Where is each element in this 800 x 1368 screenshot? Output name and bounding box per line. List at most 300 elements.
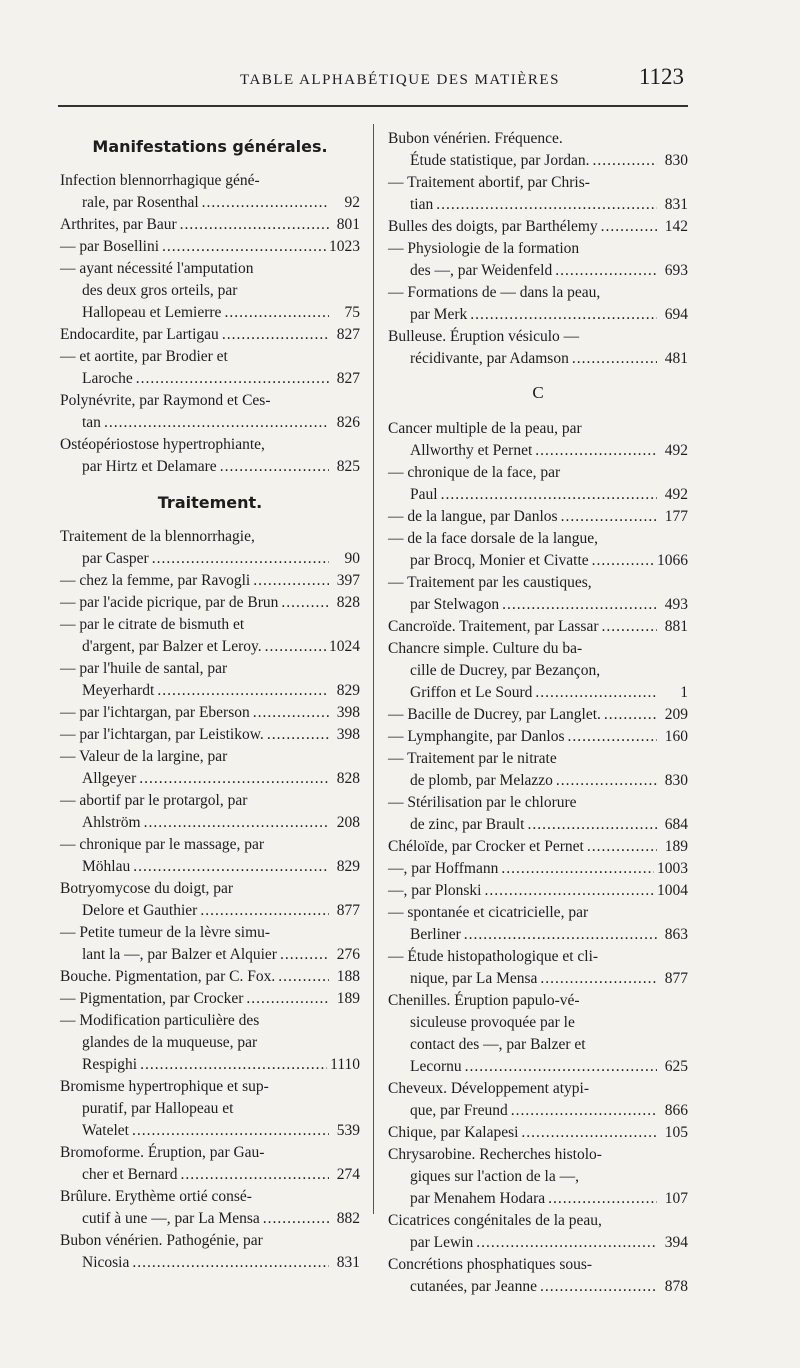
page-ref: 828: [336, 770, 360, 787]
index-entry-line: [388, 924, 688, 946]
entry-text: par Brocq, Monier et Civatte: [410, 552, 589, 569]
page-ref: 75: [344, 304, 360, 321]
index-entry-line: [60, 390, 360, 412]
entry-text: Lecornu: [410, 1058, 462, 1075]
dot-leader: [157, 680, 329, 702]
entry-text: lant la —, par Balzer et Alquier: [82, 946, 277, 963]
index-entry: [388, 528, 688, 572]
entry-text: — Petite tumeur de la lèvre simu-: [60, 924, 271, 941]
page-ref: 882: [336, 1210, 360, 1227]
index-entry-line: [388, 1034, 688, 1056]
page-ref: 831: [664, 196, 688, 213]
index-entry-line: [60, 922, 360, 944]
index-entry-line: [60, 526, 360, 548]
page-ref: 829: [336, 682, 360, 699]
dot-leader: [222, 324, 329, 346]
b-entry-list: [388, 128, 688, 370]
entry-text: — par l'ichtargan, par Eberson: [60, 704, 250, 721]
dot-leader: [246, 988, 329, 1010]
entry-text: — abortif par le protargol, par: [60, 792, 248, 809]
page-ref: 1023: [329, 238, 360, 255]
entry-text: — par l'acide picrique, par de Brun: [60, 594, 279, 611]
entry-text: Bubon vénérien. Fréquence.: [388, 130, 563, 147]
dot-leader: [180, 214, 329, 236]
index-entry: [60, 922, 360, 966]
entry-text: Chancre simple. Culture du ba-: [388, 640, 583, 657]
index-entry: [60, 346, 360, 390]
page-ref: 276: [336, 946, 360, 963]
index-entry: [388, 1210, 688, 1254]
dot-leader: [593, 150, 658, 172]
index-entry: [60, 1010, 360, 1076]
index-entry-line: [388, 172, 688, 194]
index-entry-line: [388, 282, 688, 304]
index-entry-line: [388, 792, 688, 814]
index-entry: [388, 326, 688, 370]
index-entry: [60, 236, 360, 258]
page-ref: 397: [336, 572, 360, 589]
index-entry-line: [388, 260, 688, 282]
dot-leader: [139, 768, 329, 790]
index-entry: [388, 726, 688, 748]
index-entry-line: [60, 192, 360, 214]
entry-text: Chenilles. Éruption papulo-vé-: [388, 992, 580, 1009]
index-entry-line: [388, 990, 688, 1012]
page-ref: 684: [664, 816, 688, 833]
entry-text: —, par Hoffmann: [388, 860, 499, 877]
index-entry-line: [388, 1078, 688, 1100]
index-entry-line: [60, 724, 360, 746]
index-entry-line: [388, 748, 688, 770]
page-ref: 877: [336, 902, 360, 919]
page-ref: 142: [664, 218, 688, 235]
page-ref: 827: [336, 326, 360, 343]
index-entry-line: [60, 1120, 360, 1142]
page-ref: 105: [664, 1124, 688, 1141]
dot-leader: [501, 858, 654, 880]
entry-text: Ahlström: [82, 814, 141, 831]
index-entry-line: [388, 572, 688, 594]
entry-text: — chez la femme, par Ravogli: [60, 572, 251, 589]
dot-leader: [436, 194, 657, 216]
entry-text: glandes de la muqueuse, par: [82, 1034, 258, 1051]
page-number: 1123: [638, 64, 684, 89]
entry-text: Delore et Gauthier: [82, 902, 198, 919]
index-entry: [60, 258, 360, 324]
entry-text: — spontanée et cicatricielle, par: [388, 904, 589, 921]
entry-text: Bulleuse. Éruption vésiculo —: [388, 328, 580, 345]
index-entry-line: [60, 1054, 360, 1076]
index-entry-line: [60, 1208, 360, 1230]
index-entry-line: [60, 434, 360, 456]
entry-text: — par le citrate de bismuth et: [60, 616, 245, 633]
entry-text: Cancer multiple de la peau, par: [388, 420, 582, 437]
dot-leader: [162, 236, 326, 258]
index-entry: [60, 614, 360, 658]
column-divider: [373, 124, 374, 1214]
index-entry-line: [388, 216, 688, 238]
index-entry: [60, 878, 360, 922]
header-rule: [58, 105, 688, 107]
page-ref: 90: [344, 550, 360, 567]
index-entry-line: [60, 702, 360, 724]
dot-leader: [267, 724, 329, 746]
dot-leader: [561, 506, 657, 528]
entry-text: que, par Freund: [410, 1102, 508, 1119]
page-ref: 881: [664, 618, 688, 635]
section-letter-c: C: [532, 383, 544, 402]
index-entry: [60, 746, 360, 790]
page-ref: 107: [664, 1190, 688, 1207]
entry-text: — chronique par le massage, par: [60, 836, 265, 853]
dot-leader: [281, 592, 329, 614]
entry-text: par Stelwagon: [410, 596, 500, 613]
entry-text: par Lewin: [410, 1234, 474, 1251]
index-entry: [60, 390, 360, 434]
index-entry-line: [60, 988, 360, 1010]
entry-text: Étude statistique, par Jordan.: [410, 152, 590, 169]
index-entry-line: [388, 1232, 688, 1254]
entry-text: siculeuse provoquée par le: [410, 1014, 575, 1031]
index-entry-line: [388, 836, 688, 858]
index-entry-line: [60, 900, 360, 922]
entry-text: Nicosia: [82, 1254, 130, 1271]
index-entry-line: [60, 1142, 360, 1164]
right-column: [388, 128, 688, 1298]
entry-text: — Stérilisation par le chlorure: [388, 794, 577, 811]
index-entry-line: [388, 1144, 688, 1166]
entry-text: — par Bosellini: [60, 238, 160, 255]
index-entry: [388, 946, 688, 990]
index-entry-line: [60, 258, 360, 280]
index-entry: [60, 570, 360, 592]
index-entry-line: [388, 150, 688, 172]
index-entry: [388, 748, 688, 792]
page-ref: 1004: [657, 882, 688, 899]
dot-leader: [265, 636, 326, 658]
page-ref: 208: [336, 814, 360, 831]
page-ref: 866: [664, 1102, 688, 1119]
index-entry: [388, 616, 688, 638]
index-entry-line: [388, 528, 688, 550]
index-entry-line: [388, 1254, 688, 1276]
index-entry-line: [60, 1186, 360, 1208]
entry-text: des —, par Weidenfeld: [410, 262, 553, 279]
dot-leader: [132, 1252, 329, 1274]
entry-text: puratif, par Hallopeau et: [82, 1100, 234, 1117]
index-entry-line: [388, 462, 688, 484]
entry-text: Hallopeau et Lemierre: [82, 304, 222, 321]
entry-text: Bubon vénérien. Pathogénie, par: [60, 1232, 263, 1249]
entry-text: Concrétions phosphatiques sous-: [388, 1256, 593, 1273]
entry-text: — Valeur de la larginе, par: [60, 748, 228, 765]
entry-text: Cancroïde. Traitement, par Lassar: [388, 618, 599, 635]
entry-text: — Traitement par les caustiques,: [388, 574, 592, 591]
dot-leader: [441, 484, 657, 506]
dot-leader: [548, 1188, 657, 1210]
page-ref: 1024: [329, 638, 360, 655]
entry-text: nique, par La Mensa: [410, 970, 538, 987]
index-entry-line: [60, 456, 360, 478]
dot-leader: [200, 900, 329, 922]
index-entry: [388, 880, 688, 902]
index-entry-line: [388, 660, 688, 682]
entry-text: Bulles des doigts, par Barthélemy: [388, 218, 598, 235]
index-entry: [388, 858, 688, 880]
dot-leader: [465, 1056, 657, 1078]
dot-leader: [601, 616, 657, 638]
entry-text: Cheveux. Développement atypi-: [388, 1080, 590, 1097]
index-entry: [388, 638, 688, 704]
index-entry-line: [60, 236, 360, 258]
index-entry-line: [388, 726, 688, 748]
index-entry: [60, 592, 360, 614]
index-entry-line: [60, 834, 360, 856]
index-entry-line: [60, 368, 360, 390]
index-entry: [60, 988, 360, 1010]
page-ref: 481: [664, 350, 688, 367]
dot-leader: [224, 302, 329, 324]
index-entry-line: [388, 1012, 688, 1034]
entry-text: par Hirtz et Delamare: [82, 458, 217, 475]
page-ref: 398: [336, 726, 360, 743]
index-entry-line: [60, 214, 360, 236]
index-entry-line: [60, 570, 360, 592]
page-ref: 877: [664, 970, 688, 987]
index-entry-line: [60, 878, 360, 900]
page-ref: 398: [336, 704, 360, 721]
index-entry-line: [60, 592, 360, 614]
index-entry-line: [60, 1230, 360, 1252]
page-ref: 493: [664, 596, 688, 613]
index-entry: [388, 238, 688, 282]
dot-leader: [470, 304, 657, 326]
index-entry-line: [60, 658, 360, 680]
entry-text: — Pigmentation, par Crocker: [60, 990, 244, 1007]
index-entry: [60, 1186, 360, 1230]
entry-text: de zinc, par Brault: [410, 816, 525, 833]
index-entry: [388, 990, 688, 1078]
entry-text: Griffon et Le Sourd: [410, 684, 533, 701]
index-entry: [388, 172, 688, 216]
entry-text: —, par Plonski: [388, 882, 482, 899]
entry-text: — Physiologie de la formation: [388, 240, 580, 257]
index-entry-line: [388, 770, 688, 792]
index-entry-line: [388, 1188, 688, 1210]
entry-text: par Menahem Hodara: [410, 1190, 546, 1207]
index-entry: [388, 282, 688, 326]
dot-leader: [535, 682, 657, 704]
index-entry-line: [388, 1210, 688, 1232]
index-entry-line: [60, 812, 360, 834]
dot-leader: [133, 856, 329, 878]
index-entry-line: [388, 1100, 688, 1122]
page-ref: 828: [336, 594, 360, 611]
index-entry-line: [60, 302, 360, 324]
index-entry: [60, 1076, 360, 1142]
index-entry-line: [388, 638, 688, 660]
index-entry-line: [388, 238, 688, 260]
index-entry-line: [388, 418, 688, 440]
entry-text: Brûlure. Erythème ortié consé-: [60, 1188, 252, 1205]
entry-text: par Casper: [82, 550, 149, 567]
dot-leader: [278, 966, 329, 988]
page-ref: 189: [336, 990, 360, 1007]
index-entry-line: [60, 1252, 360, 1274]
dot-leader: [572, 348, 657, 370]
page-ref: 539: [336, 1122, 360, 1139]
page-ref: 1: [680, 684, 688, 701]
entry-text: Allworthy et Pernet: [410, 442, 533, 459]
index-entry-line: [60, 1098, 360, 1120]
index-entry-line: [388, 484, 688, 506]
index-entry-line: [388, 682, 688, 704]
index-entry-line: [60, 1032, 360, 1054]
index-entry-line: [60, 1076, 360, 1098]
entry-text: Möhlau: [82, 858, 131, 875]
entry-text: — chronique de la face, par: [388, 464, 561, 481]
entry-text: Arthrites, par Baur: [60, 216, 177, 233]
index-entry: [388, 704, 688, 726]
entry-text: Botryomycose du doigt, par: [60, 880, 234, 897]
index-entry-line: [388, 304, 688, 326]
entry-text: Berliner: [410, 926, 461, 943]
page-ref: 188: [336, 968, 360, 985]
page-ref: 492: [664, 442, 688, 459]
index-entry: [60, 214, 360, 236]
dot-leader: [540, 968, 657, 990]
dot-leader: [140, 1054, 327, 1076]
index-entry: [60, 834, 360, 878]
entry-text: — Formations de — dans la peau,: [388, 284, 601, 301]
dot-leader: [568, 726, 658, 748]
index-entry: [60, 1142, 360, 1186]
index-entry-line: [60, 548, 360, 570]
index-entry-line: [60, 680, 360, 702]
entry-text: Ostéopériostose hypertrophiante,: [60, 436, 265, 453]
dot-leader: [601, 216, 657, 238]
page-ref: 189: [664, 838, 688, 855]
entry-text: Chéloïde, par Crocker et Pernet: [388, 838, 584, 855]
index-entry: [60, 790, 360, 834]
page-ref: 827: [336, 370, 360, 387]
dot-leader: [527, 814, 657, 836]
index-entry: [388, 792, 688, 836]
index-entry-line: [60, 614, 360, 636]
index-entry: [60, 526, 360, 570]
index-entry: [388, 902, 688, 946]
entry-text: Endocardite, par Lartigau: [60, 326, 219, 343]
index-entry-line: [388, 128, 688, 150]
entry-text: Chrysarobine. Recherches histolo-: [388, 1146, 602, 1163]
traitement-entry-list: [60, 526, 360, 1274]
entry-text: — ayant nécessité l'amputation: [60, 260, 254, 277]
dot-leader: [556, 770, 657, 792]
entry-text: tian: [410, 196, 434, 213]
index-entry-line: [388, 902, 688, 924]
entry-text: cutif à une —, par La Mensa: [82, 1210, 260, 1227]
index-entry-line: [388, 616, 688, 638]
dot-leader: [464, 924, 657, 946]
entry-text: Respighi: [82, 1056, 138, 1073]
entry-text: Allgeyer: [82, 770, 137, 787]
entry-text: — Traitement par le nitrate: [388, 750, 557, 767]
page-ref: 830: [664, 152, 688, 169]
index-entry: [388, 418, 688, 462]
entry-text: Watelet: [82, 1122, 129, 1139]
index-entry-line: [60, 944, 360, 966]
dot-leader: [202, 192, 329, 214]
entry-text: Cicatrices congénitales de la peau,: [388, 1212, 602, 1229]
index-entry-line: [60, 280, 360, 302]
index-entry-line: [60, 636, 360, 658]
entry-text: d'argent, par Balzer et Leroy.: [82, 638, 262, 655]
dot-leader: [144, 812, 329, 834]
index-entry-line: [60, 324, 360, 346]
entry-text: Infection blennorrhagique géné-: [60, 172, 260, 189]
running-title: TABLE ALPHABÉTIQUE DES MATIÈRES: [240, 72, 560, 88]
entry-text: tan: [82, 414, 101, 431]
page-ref: 694: [664, 306, 688, 323]
page-ref: 177: [664, 508, 688, 525]
index-entry: [60, 170, 360, 214]
entry-text: de plomb, par Melazzo: [410, 772, 553, 789]
index-entry-line: [388, 1276, 688, 1298]
dot-leader: [476, 1232, 657, 1254]
index-entry: [388, 462, 688, 506]
index-entry-line: [60, 768, 360, 790]
entry-text: Chique, par Kalapesi: [388, 1124, 519, 1141]
entry-text: Polynévrite, par Raymond et Ces-: [60, 392, 271, 409]
entry-text: — de la face dorsale de la langue,: [388, 530, 599, 547]
dot-leader: [587, 836, 657, 858]
entry-text: — Modification particulière des: [60, 1012, 260, 1029]
index-entry-line: [388, 348, 688, 370]
entry-text: Paul: [410, 486, 438, 503]
page-ref: 693: [664, 262, 688, 279]
dot-leader: [220, 456, 329, 478]
index-entry: [388, 1078, 688, 1122]
index-entry-line: [60, 1164, 360, 1186]
dot-leader: [181, 1164, 329, 1186]
page-ref: 826: [336, 414, 360, 431]
page-ref: 825: [336, 458, 360, 475]
entry-text: Bromisme hypertrophique et sup-: [60, 1078, 269, 1095]
left-column: [60, 128, 360, 1274]
index-entry: [388, 128, 688, 172]
index-entry-line: [388, 704, 688, 726]
entry-text: contact des —, par Balzer et: [410, 1036, 586, 1053]
index-entry-line: [60, 1010, 360, 1032]
c-entry-list: [388, 418, 688, 1298]
dot-leader: [253, 702, 329, 724]
dot-leader: [521, 1122, 657, 1144]
index-entry: [388, 506, 688, 528]
entry-text: rale, par Rosenthal: [82, 194, 199, 211]
dot-leader: [132, 1120, 329, 1142]
entry-text: — Traitement abortif, par Chris-: [388, 174, 590, 191]
page-ref: 394: [664, 1234, 688, 1251]
index-entry-line: [388, 194, 688, 216]
index-entry: [60, 658, 360, 702]
page-ref: 830: [664, 772, 688, 789]
index-entry: [60, 434, 360, 478]
index-entry-line: [388, 880, 688, 902]
index-entry-line: [60, 966, 360, 988]
section-heading-traitement: Traitement.: [157, 493, 263, 512]
page-ref: 625: [664, 1058, 688, 1075]
dot-leader: [540, 1276, 657, 1298]
